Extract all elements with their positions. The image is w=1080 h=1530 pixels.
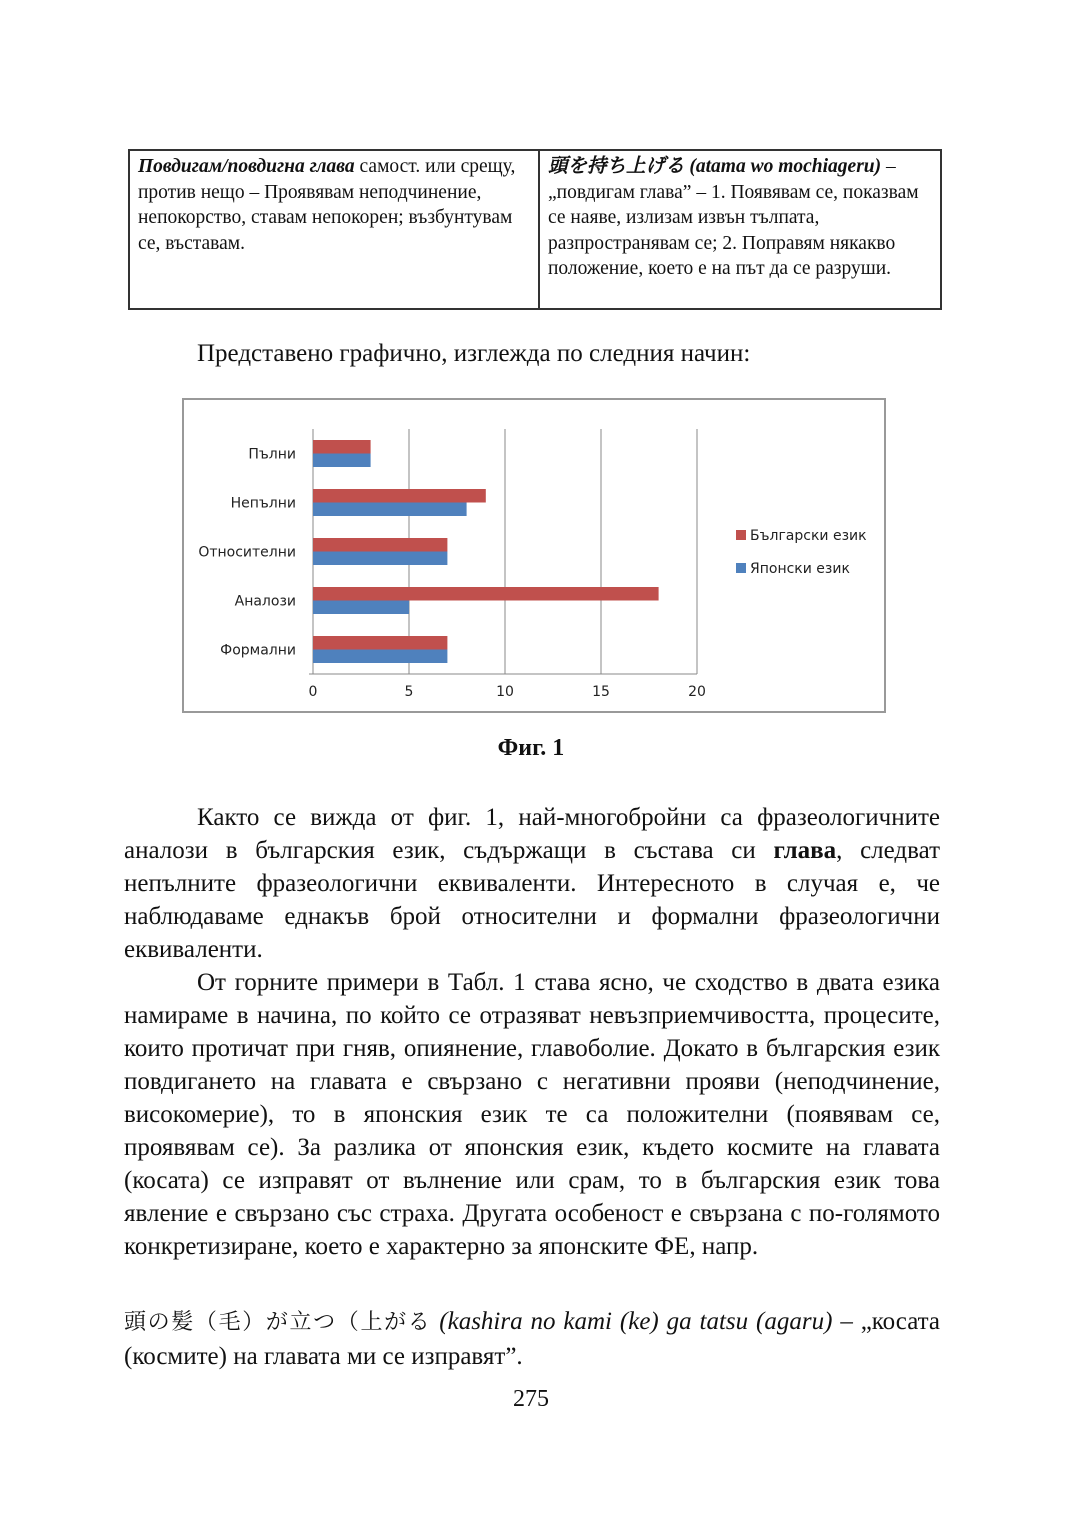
bar-bulgarian [313,440,371,454]
chart-svg [184,400,884,711]
definition-text: – „повдигам глава” – 1. Появявам се, показвам се наяве, излизам извън тълпата, разпространявам се; 2. Поправям някакво положение, което е на път да се разруши. [548,156,919,279]
intro-text: Представено графично, изглежда по следния начин: [197,340,751,367]
category-label: Аналози [234,593,296,610]
bulgarian-definition [129,150,539,309]
bar-bulgarian [313,636,447,650]
bar-bulgarian [313,538,447,552]
definition-table [128,149,942,310]
text: , следват непълните фразеологични еквиваленти. Интересното в случая е, че наблюдаваме еднакъв брой относителни и формални фразеологични еквиваленти. [124,837,940,963]
category-label: Формални [220,642,296,659]
bar-chart [182,398,886,713]
x-tick-label: 10 [496,684,514,700]
bar-bulgarian [313,587,659,601]
term: 頭を持ち上げる (atama wo mochiageru) [548,156,882,177]
bar-japanese [313,454,371,468]
legend-swatch [736,563,746,573]
x-tick-label: 0 [308,684,318,700]
x-tick-label: 15 [592,684,610,700]
legend-label: Български език [750,528,867,544]
definition-text: самост. или срещу, против нещо – Проявявам неподчинение, непокорство, ставам непокорен; възбунтувам се, въставам. [138,156,516,254]
legend-label: Японски език [750,561,850,577]
bar-japanese [313,601,409,615]
category-label: Непълни [230,495,296,512]
bar-japanese [313,503,467,517]
paragraph-1 [124,801,940,966]
paragraph-2: От горните примери в Табл. 1 става ясно, че сходство в двата езика намираме в начина, по който се отразяват невъзприемчивостта, процесите, които протичат при гняв, опиянение, главоболие. Докато в българския език повдигането на главата е свързано с негативни прояви (неподчинение, високомерие), то в японския език те са положителни (появявам се, проявявам се). За разлика от японския език, където космите на главата (косата) се изправят от вълнение или срам, то в българския език това явление е свързано със страха. Другата особеност е свързана с по-голямото конкретизиране, което е характерно за японските ФЕ, напр. [124,969,940,1260]
japanese-definition [539,150,941,309]
romanization: (kashira no kami (ke) ga tatsu (agaru) [431,1308,833,1335]
x-tick-label: 5 [404,684,414,700]
page-number: 275 [513,1386,549,1412]
example [124,1304,940,1374]
body-text [124,801,940,1263]
figure-caption: Фиг. 1 [497,735,565,761]
bar-japanese [313,552,447,566]
category-label: Пълни [248,446,296,463]
term: Повдигам/повдигна глава [138,156,355,177]
text: Както се вижда от фиг. 1, най-многобройни са фразеологичните аналози в българския език, съдържащи в състава си [124,804,940,864]
japanese-text: 頭の髪（毛）が立つ（上がる [124,1309,432,1334]
bar-bulgarian [313,489,486,503]
bar-japanese [313,650,447,664]
category-label: Относителни [198,544,296,561]
translation: – „косата (космите) на главата ми се изправят”. [124,1308,940,1370]
x-tick-label: 20 [688,684,706,700]
legend-swatch [736,530,746,540]
bold-word: глава [773,837,837,864]
